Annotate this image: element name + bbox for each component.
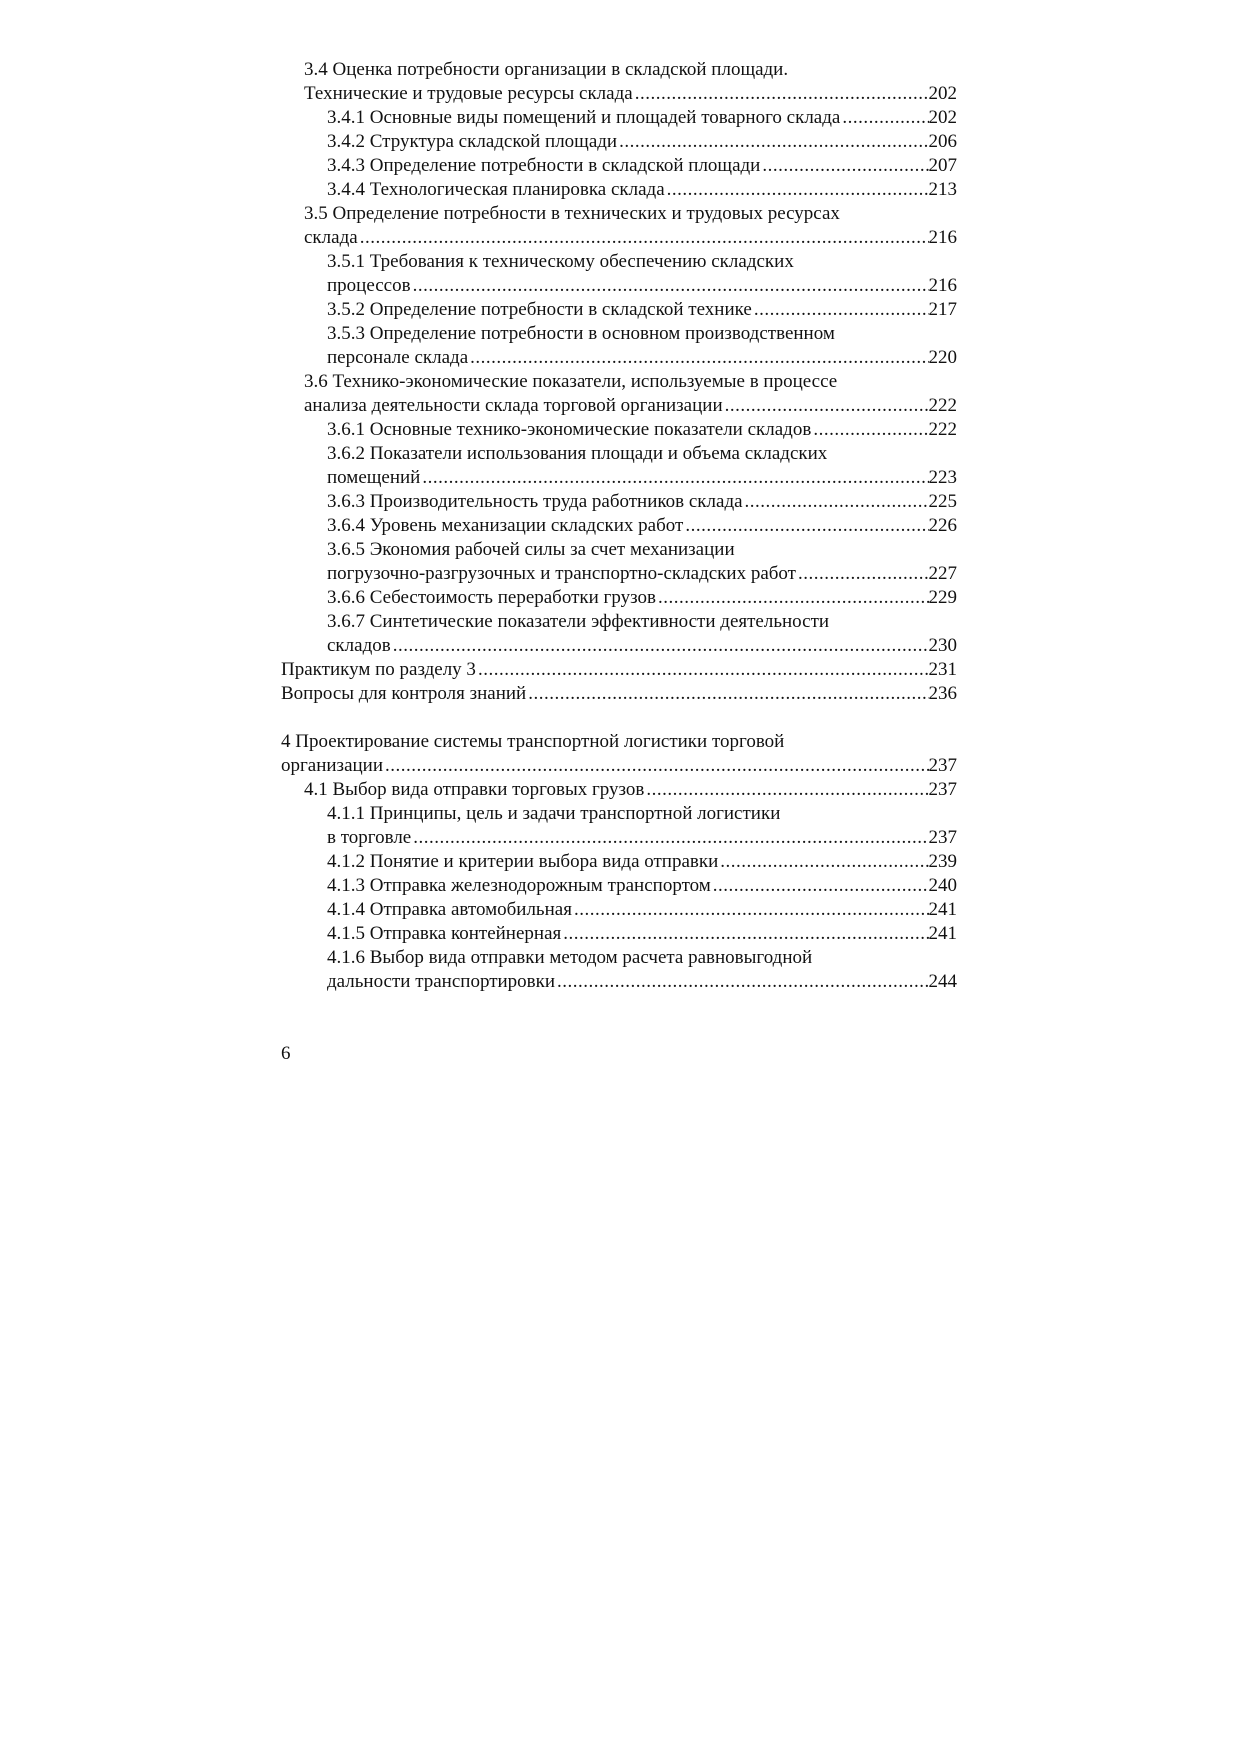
toc-page-number: 239 bbox=[928, 851, 957, 872]
toc-entry-title: 3.5.2 Определение потребности в складской технике bbox=[327, 299, 752, 320]
toc-entry-title: Практикум по разделу 3 bbox=[281, 659, 476, 680]
toc-entry-3-5-2[interactable] bbox=[0, 298, 957, 322]
dot-leader bbox=[572, 898, 929, 922]
toc-page-number: 237 bbox=[928, 827, 957, 848]
toc-entry-title: 4.1.3 Отправка железнодорожным транспортом bbox=[327, 875, 711, 896]
toc-entry-3-6-4[interactable] bbox=[0, 514, 957, 538]
dot-leader bbox=[683, 514, 928, 538]
toc-entry-3-6-1[interactable] bbox=[0, 418, 957, 442]
dot-leader bbox=[752, 298, 929, 322]
toc-entry-3-6-5[interactable] bbox=[0, 538, 957, 586]
toc-page-number: 231 bbox=[928, 659, 957, 680]
toc-page-number: 227 bbox=[928, 563, 957, 584]
toc-entry-title: 3.6.3 Производительность труда работников склада bbox=[327, 491, 743, 512]
toc-entry-title: 3.6.1 Основные технико-экономические показатели складов bbox=[327, 419, 812, 440]
dot-leader bbox=[811, 418, 928, 442]
toc-page-number: 226 bbox=[928, 515, 957, 536]
page-number: 6 bbox=[281, 1043, 291, 1064]
toc-entry-title: 3.4.3 Определение потребности в складской площади bbox=[327, 155, 761, 176]
toc-entry-title-cont: складов bbox=[327, 635, 391, 656]
toc-entry-3-6-6[interactable] bbox=[0, 586, 957, 610]
toc-page-number: 229 bbox=[928, 587, 957, 608]
toc-entry-title: 4.1.4 Отправка автомобильная bbox=[327, 899, 572, 920]
toc-entry-3-6-3[interactable] bbox=[0, 490, 957, 514]
dot-leader bbox=[718, 850, 928, 874]
toc-page-number: 220 bbox=[928, 347, 957, 368]
toc-entry-3-6-7[interactable] bbox=[0, 610, 957, 658]
toc-entry-3-5[interactable] bbox=[0, 202, 957, 250]
toc-entry-title: 3.6.2 Показатели использования площади и объема складских bbox=[327, 443, 828, 464]
dot-leader bbox=[633, 82, 929, 106]
toc-page-number: 237 bbox=[928, 779, 957, 800]
toc-page-number: 217 bbox=[928, 299, 957, 320]
toc-page-number: 236 bbox=[928, 683, 957, 704]
dot-leader bbox=[476, 658, 929, 682]
toc-entry-title: 3.6.4 Уровень механизации складских работ bbox=[327, 515, 684, 536]
toc-entry-title: 3.6.7 Синтетические показатели эффективности деятельности bbox=[327, 611, 830, 632]
toc-entry-title: 4.1.5 Отправка контейнерная bbox=[327, 923, 562, 944]
dot-leader bbox=[665, 178, 929, 202]
dot-leader bbox=[711, 874, 929, 898]
toc-page-number: 244 bbox=[928, 971, 957, 992]
dot-leader bbox=[644, 778, 928, 802]
dot-leader bbox=[555, 970, 928, 994]
toc-entry-4-1-3[interactable] bbox=[0, 874, 957, 898]
toc-page-number: 225 bbox=[928, 491, 957, 512]
dot-leader bbox=[383, 754, 928, 778]
toc-entry-title: 4.1.2 Понятие и критерии выбора вида отправки bbox=[327, 851, 719, 872]
toc-entry-title: 3.6 Технико-экономические показатели, используемые в процессе bbox=[304, 371, 838, 392]
toc-entry-3-4-2[interactable] bbox=[0, 130, 957, 154]
dot-leader bbox=[526, 682, 928, 706]
toc-entry-practicum-3[interactable] bbox=[0, 658, 957, 682]
toc-page-number: 240 bbox=[928, 875, 957, 896]
toc-page-number: 206 bbox=[928, 131, 957, 152]
toc-entry-4-1-4[interactable] bbox=[0, 898, 957, 922]
toc-page-number: 237 bbox=[928, 755, 957, 776]
toc-entry-3-6-2[interactable] bbox=[0, 442, 957, 490]
toc-entry-title: 3.4.2 Структура складской площади bbox=[327, 131, 618, 152]
toc-entry-title-cont: Технические и трудовые ресурсы склада bbox=[304, 83, 633, 104]
dot-leader bbox=[358, 226, 929, 250]
toc-entry-3-4-4[interactable] bbox=[0, 178, 957, 202]
spacer bbox=[0, 706, 1241, 730]
toc-entry-title: 3.5.3 Определение потребности в основном производственном bbox=[327, 323, 835, 344]
toc-page-number: 230 bbox=[928, 635, 957, 656]
toc-entry-4-1-1[interactable] bbox=[0, 802, 957, 850]
toc-entry-3-4-3[interactable] bbox=[0, 154, 957, 178]
dot-leader bbox=[411, 274, 929, 298]
toc-page-number: 202 bbox=[928, 107, 957, 128]
toc-entry-title: 4.1.1 Принципы, цель и задачи транспортной логистики bbox=[327, 803, 781, 824]
toc-page-number: 222 bbox=[928, 419, 957, 440]
dot-leader bbox=[411, 826, 928, 850]
dot-leader bbox=[468, 346, 928, 370]
dot-leader bbox=[796, 562, 929, 586]
toc-entry-title: 4 Проектирование системы транспортной логистики торговой bbox=[281, 731, 785, 752]
toc-entry-title: 3.6.6 Себестоимость переработки грузов bbox=[327, 587, 656, 608]
toc-entry-title: 3.6.5 Экономия рабочей силы за счет механизации bbox=[327, 539, 735, 560]
toc-entry-title: Вопросы для контроля знаний bbox=[281, 683, 527, 704]
toc-entry-4-1-6[interactable] bbox=[0, 946, 957, 994]
dot-leader bbox=[840, 106, 928, 130]
toc-entry-4[interactable] bbox=[0, 730, 957, 778]
toc-page-number: 222 bbox=[928, 395, 957, 416]
toc-entry-title: 3.4 Оценка потребности организации в складской площади. bbox=[304, 59, 789, 80]
dot-leader bbox=[617, 130, 928, 154]
dot-leader bbox=[391, 634, 929, 658]
toc-entry-4-1-5[interactable] bbox=[0, 922, 957, 946]
toc-entry-title: 3.5.1 Требования к техническому обеспечению складских bbox=[327, 251, 794, 272]
toc-page-number: 216 bbox=[928, 275, 957, 296]
toc-entry-title: 4.1.6 Выбор вида отправки методом расчета равновыгодной bbox=[327, 947, 813, 968]
toc-entry-title-cont: в торговле bbox=[327, 827, 412, 848]
toc-entry-title: 4.1 Выбор вида отправки торговых грузов bbox=[304, 779, 645, 800]
toc-entry-3-6[interactable] bbox=[0, 370, 957, 418]
toc-entry-title: 3.4.4 Технологическая планировка склада bbox=[327, 179, 665, 200]
toc-entry-title-cont: помещений bbox=[327, 467, 421, 488]
toc-page-number: 202 bbox=[928, 83, 957, 104]
toc-page-number: 216 bbox=[928, 227, 957, 248]
toc-page-number: 241 bbox=[928, 923, 957, 944]
dot-leader bbox=[760, 154, 928, 178]
toc-page-number: 213 bbox=[928, 179, 957, 200]
toc-entry-title-cont: погрузочно-разгрузочных и транспортно-складских работ bbox=[327, 563, 796, 584]
toc-entry-title: 3.4.1 Основные виды помещений и площадей товарного склада bbox=[327, 107, 841, 128]
toc-entry-title-cont: анализа деятельности склада торговой организации bbox=[304, 395, 723, 416]
toc-entry-3-5-1[interactable] bbox=[0, 250, 957, 298]
toc-entry-title-cont: процессов bbox=[327, 275, 411, 296]
toc-entry-title-cont: организации bbox=[281, 755, 384, 776]
toc-entry-3-4[interactable] bbox=[0, 58, 957, 106]
toc-entry-3-4-1[interactable] bbox=[0, 106, 957, 130]
toc-entry-4-1-2[interactable] bbox=[0, 850, 957, 874]
table-of-contents bbox=[0, 58, 1241, 994]
toc-entry-title-cont: склада bbox=[304, 227, 358, 248]
dot-leader bbox=[561, 922, 928, 946]
toc-entry-4-1[interactable] bbox=[0, 778, 957, 802]
toc-entry-title-cont: дальности транспортировки bbox=[327, 971, 556, 992]
toc-entry-title-cont: персонале склада bbox=[327, 347, 469, 368]
toc-page-number: 207 bbox=[928, 155, 957, 176]
dot-leader bbox=[723, 394, 929, 418]
toc-entry-3-5-3[interactable] bbox=[0, 322, 957, 370]
toc-entry-title: 3.5 Определение потребности в технических и трудовых ресурсах bbox=[304, 203, 840, 224]
toc-entry-questions-3[interactable] bbox=[0, 682, 957, 706]
dot-leader bbox=[743, 490, 929, 514]
toc-page-number: 241 bbox=[928, 899, 957, 920]
dot-leader bbox=[420, 466, 928, 490]
toc-page-number: 223 bbox=[928, 467, 957, 488]
dot-leader bbox=[656, 586, 929, 610]
